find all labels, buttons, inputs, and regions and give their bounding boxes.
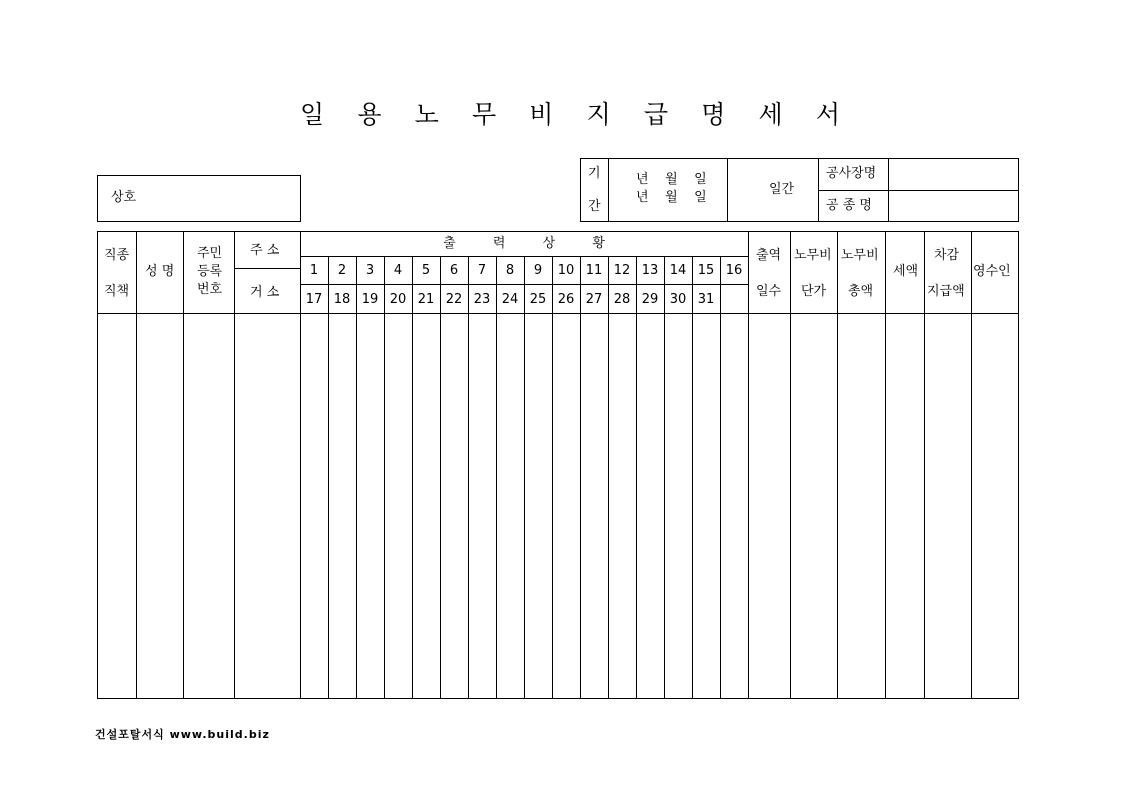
day-number: 31 xyxy=(697,292,715,307)
day-column-line xyxy=(664,256,665,699)
day-column-line xyxy=(496,256,497,699)
title-char: 세 xyxy=(758,100,783,129)
header-address: 주 소 xyxy=(250,243,280,258)
project-site-label: 공사장명 xyxy=(826,166,877,181)
period-label-2: 간 xyxy=(588,199,601,214)
title-char: 지 xyxy=(586,100,611,129)
day-column-line xyxy=(692,256,693,699)
day-column-line xyxy=(636,256,637,699)
day-number: 25 xyxy=(529,292,547,307)
header-job-title: 직책 xyxy=(104,284,130,299)
day-number: 19 xyxy=(361,292,379,307)
day-column-line xyxy=(468,256,469,699)
day-number: 23 xyxy=(473,292,491,307)
day-number: 12 xyxy=(613,263,631,278)
header-net-2: 지급액 xyxy=(927,284,965,299)
day-column-line xyxy=(608,256,609,699)
footer-brand: 건설포탈서식 www.build.biz xyxy=(95,728,270,741)
header-tax: 세액 xyxy=(893,264,919,279)
title-char: 서 xyxy=(815,100,840,129)
day-column-line xyxy=(412,256,413,699)
title-char: 일 xyxy=(300,100,325,129)
day-number: 2 xyxy=(337,263,347,278)
company-label: 상호 xyxy=(111,190,137,205)
day-number: 7 xyxy=(477,263,487,278)
day-number: 5 xyxy=(421,263,431,278)
title-char: 비 xyxy=(529,100,554,129)
header-receipt: 영수인 xyxy=(973,264,1011,279)
day-number: 14 xyxy=(669,263,687,278)
day-number: 3 xyxy=(365,263,375,278)
title-char: 명 xyxy=(701,100,726,129)
day-column-line xyxy=(328,256,329,699)
title-char: 노 xyxy=(414,100,439,129)
day-number: 1 xyxy=(309,263,319,278)
day-number: 29 xyxy=(641,292,659,307)
header-total-1: 노무비 xyxy=(841,248,879,263)
header-unit-price-1: 노무비 xyxy=(794,248,832,263)
day-number: 18 xyxy=(333,292,351,307)
day-column-line xyxy=(440,256,441,699)
day-number: 22 xyxy=(445,292,463,307)
day-number: 16 xyxy=(725,263,743,278)
day-number: 30 xyxy=(669,292,687,307)
day-column-line xyxy=(580,256,581,699)
day-number: 10 xyxy=(557,263,575,278)
day-number: 6 xyxy=(449,263,459,278)
header-unit-price-2: 단가 xyxy=(801,284,827,299)
day-number: 4 xyxy=(393,263,403,278)
title-char: 급 xyxy=(643,100,669,129)
header-resident-3: 번호 xyxy=(197,282,223,297)
title-char: 용 xyxy=(357,100,382,129)
header-resident-1: 주민 xyxy=(197,246,223,261)
day-number: 9 xyxy=(533,263,543,278)
period-date-line-2: 년 월 일 xyxy=(636,190,707,205)
day-number: 8 xyxy=(505,263,515,278)
document-title xyxy=(300,96,840,130)
header-work-days-2: 일수 xyxy=(756,284,782,299)
day-column-line xyxy=(356,256,357,699)
day-column-line xyxy=(720,256,721,699)
title-char: 무 xyxy=(471,100,497,129)
header-attendance: 출 력 상 황 xyxy=(443,236,605,251)
day-number: 15 xyxy=(697,263,715,278)
header-resident-2: 등록 xyxy=(197,264,223,279)
day-number: 24 xyxy=(501,292,519,307)
header-net-1: 차감 xyxy=(934,248,960,263)
day-number: 11 xyxy=(585,263,603,278)
day-number: 17 xyxy=(305,292,323,307)
day-number: 28 xyxy=(613,292,631,307)
day-number: 26 xyxy=(557,292,575,307)
period-date-line-1: 년 월 일 xyxy=(636,172,707,187)
header-work-days-1: 출역 xyxy=(756,248,782,263)
day-column-line xyxy=(552,256,553,699)
day-number: 27 xyxy=(585,292,603,307)
day-number: 13 xyxy=(641,263,659,278)
header-total-2: 총액 xyxy=(848,284,874,299)
period-label-1: 기 xyxy=(588,166,601,181)
day-column-line xyxy=(524,256,525,699)
header-residence: 거 소 xyxy=(250,285,280,300)
header-name: 성 명 xyxy=(145,264,175,279)
day-number: 20 xyxy=(389,292,407,307)
period-days-label: 일간 xyxy=(769,182,795,197)
project-type-label: 공 종 명 xyxy=(826,198,872,213)
day-number: 21 xyxy=(417,292,435,307)
day-column-line xyxy=(384,256,385,699)
header-job-type: 직종 xyxy=(104,248,130,263)
